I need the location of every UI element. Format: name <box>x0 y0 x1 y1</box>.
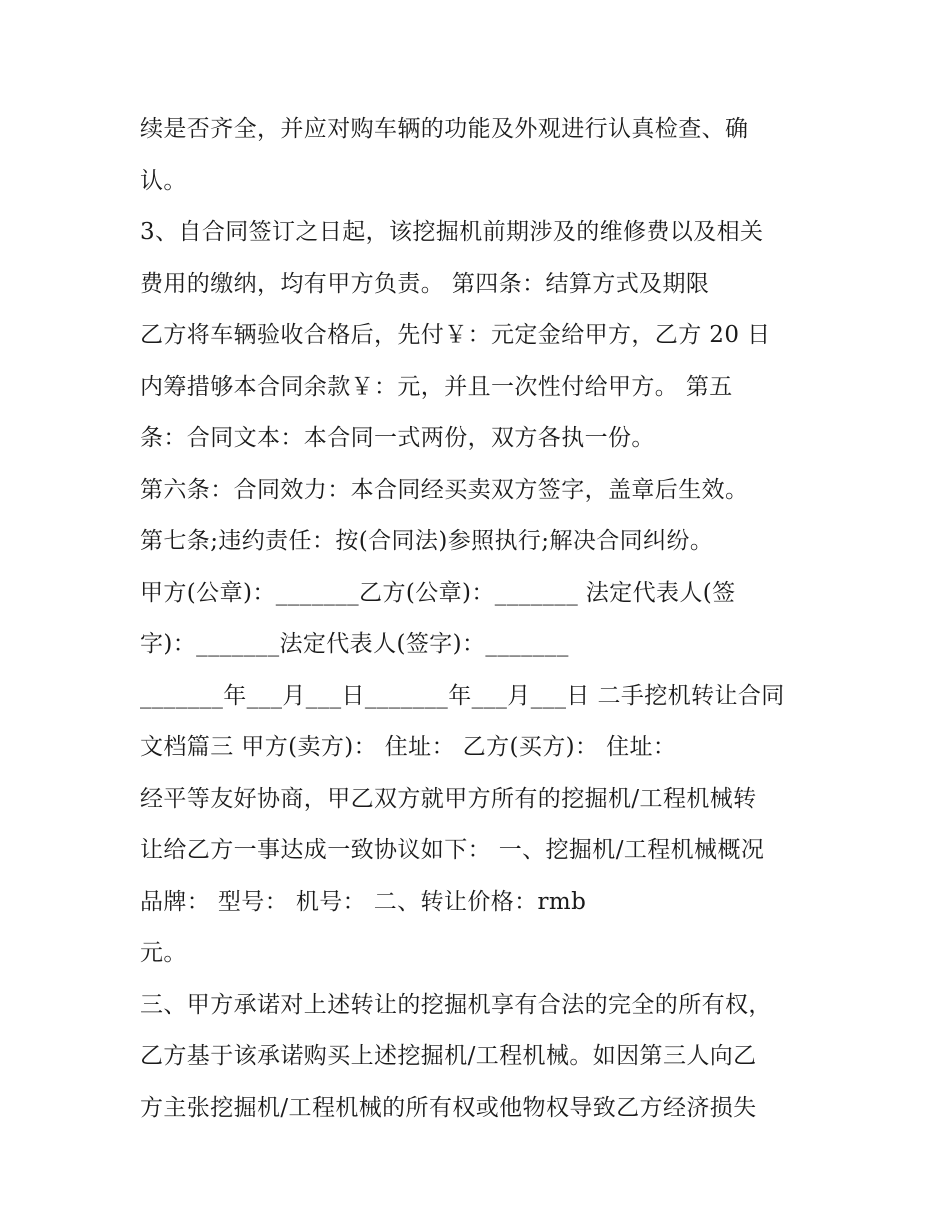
text-line: 第七条;违约责任：按(合同法)参照执行;解决合同纠纷。 <box>140 528 714 554</box>
text-line: 第六条：合同效力：本合同经买卖双方签字，盖章后生效。 <box>140 476 749 503</box>
text-line: 经平等友好协商，甲乙双方就甲方所有的挖掘机/工程机械转 <box>140 785 757 812</box>
text-line: _______年___月___日_______年___月___日 二手挖机转让合同 <box>140 682 785 709</box>
text-line: 元。 <box>140 940 187 966</box>
text-line: 甲方(公章)：_______乙方(公章)：_______ 法定代表人(签 <box>140 579 736 606</box>
text-line: 品牌： 型号： 机号： 二、转让价格：rmb <box>140 888 587 915</box>
text-line: 字)：_______法定代表人(签字)：_______ <box>140 631 569 657</box>
document-body <box>140 104 820 1134</box>
text-line: 条：合同文本：本合同一式两份，双方各执一份。 <box>140 425 655 451</box>
text-line: 三、甲方承诺对上述转让的挖掘机享有合法的完全的所有权， <box>140 991 772 1018</box>
text-line: 文档篇三 甲方(卖方)： 住址： 乙方(买方)： 住址： <box>140 734 677 760</box>
text-line: 费用的缴纳，均有甲方负责。 第四条：结算方式及期限 <box>140 270 710 297</box>
text-line: 续是否齐全，并应对购车辆的功能及外观进行认真检查、确 <box>140 116 749 142</box>
text-line: 乙方基于该承诺购买上述挖掘机/工程机械。如因第三人向乙 <box>140 1043 757 1069</box>
text-line: 3、自合同签订之日起，该挖掘机前期涉及的维修费以及相关 <box>140 219 764 245</box>
text-line: 内筹措够本合同余款￥：元，并且一次性付给甲方。 第五 <box>140 373 733 400</box>
text-line: 方主张挖掘机/工程机械的所有权或他物权导致乙方经济损失 <box>140 1094 757 1121</box>
text-line: 认。 <box>140 167 187 194</box>
text-line: 乙方将车辆验收合格后，先付￥：元定金给甲方，乙方 20 日 <box>140 322 771 348</box>
text-line: 让给乙方一事达成一致协议如下： 一、挖掘机/工程机械概况 <box>140 837 765 863</box>
